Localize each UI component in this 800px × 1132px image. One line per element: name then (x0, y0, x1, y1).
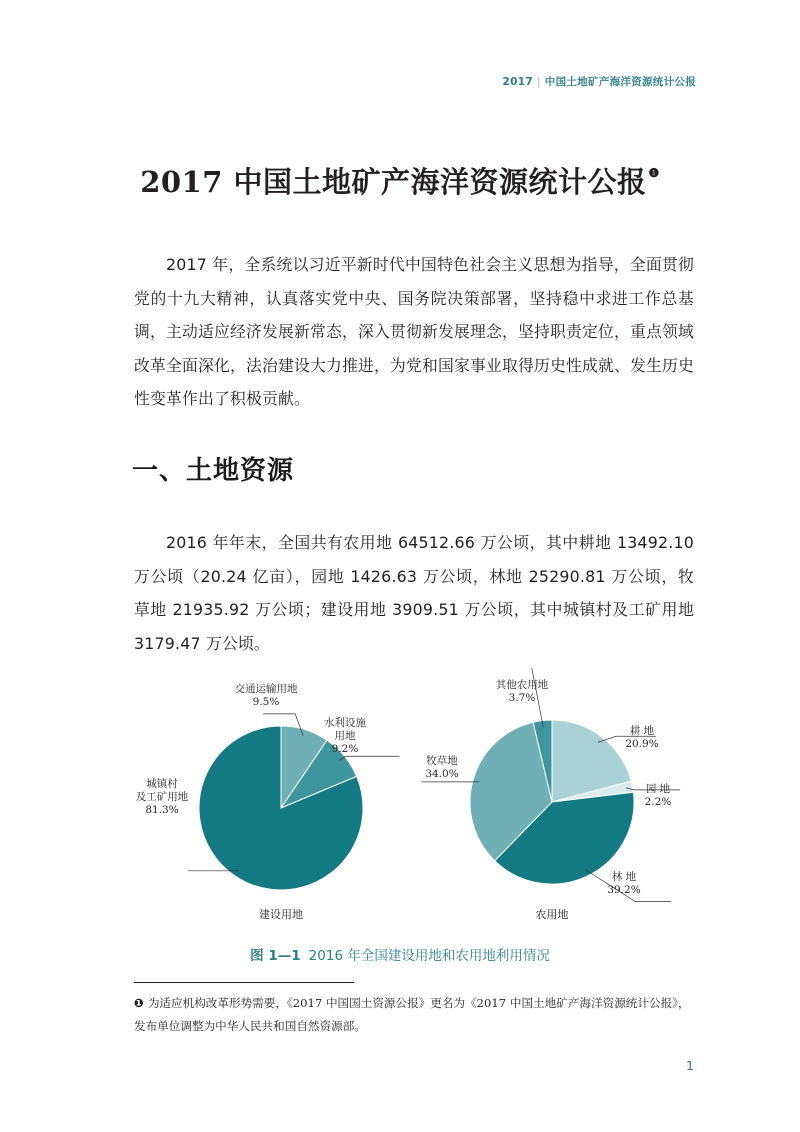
footnote (134, 992, 694, 1038)
pie-subtitle: 建设用地 (259, 908, 303, 921)
slice-label-0 (235, 682, 298, 708)
slice-percent: 39.2% (607, 884, 641, 896)
running-header (503, 74, 696, 89)
intro-paragraph: 2017 年，全系统以习近平新时代中国特色社会主义思想为指导，全面贯彻党的十九大精神，认真落实党中央、国务院决策部署，坚持稳中求进工作总基调，主动适应经济发展新常态，深入贯彻新发展理念，坚持职责定位，重点领域改革全面深化，法治建设大力推进，为党和国家事业取得历史性成就、发生历史性变革作出了积极贡献。 (134, 255, 694, 408)
slice-label-line: 及工矿用地 (135, 791, 189, 803)
slice-label-line: 用地 (334, 730, 356, 742)
slice-percent: 34.0% (425, 768, 459, 780)
construction-land-pie (136, 682, 400, 921)
slice-percent: 2.2% (644, 796, 672, 808)
slice-label-4 (496, 678, 549, 704)
document-title-text: 2017 中国土地矿产海洋资源统计公报 (140, 165, 647, 199)
slice-percent: 9.5% (252, 696, 280, 708)
slice-percent: 20.9% (625, 738, 659, 750)
slice-percent: 3.7% (508, 692, 536, 704)
footnote-marker: ❶ (134, 996, 144, 1010)
slice-label-line: 林 地 (611, 871, 637, 883)
header-year: 2017 (502, 76, 533, 88)
pie-charts (128, 668, 688, 928)
slice-label-2 (607, 870, 640, 896)
slice-label-line: 耕 地 (629, 725, 655, 737)
section-heading-land: 一、土地资源 (132, 456, 295, 486)
footnote-divider (134, 982, 354, 983)
pie-subtitle: 农用地 (535, 908, 569, 921)
slice-label-line: 水利设施 (324, 717, 366, 729)
slice-percent: 81.3% (145, 804, 179, 816)
slice-percent: 9.2% (331, 743, 359, 755)
slice-label-line: 园 地 (645, 783, 671, 795)
leader-line-1 (339, 756, 399, 760)
figure-caption (0, 944, 800, 964)
figure-number: 图 1—1 (250, 948, 301, 964)
figure-caption-text: 2016 年全国建设用地和农用地利用情况 (308, 948, 550, 964)
slice-label-line: 城镇村 (146, 778, 178, 790)
slice-label-2 (136, 777, 189, 816)
slice-label-line: 其他农用地 (495, 679, 549, 691)
header-separator: | (536, 76, 541, 88)
slice-label-0 (625, 724, 658, 750)
slice-label-line: 交通运输用地 (234, 683, 298, 695)
document-title (0, 160, 800, 201)
footnote-text: 为适应机构改革形势需要，《2017 中国国土资源公报》更名为《2017 中国土地矿产海洋资源统计公报》，发布单位调整为中华人民共和国自然资源部。 (134, 996, 690, 1033)
slice-label-1 (645, 782, 672, 808)
header-title: 中国土地矿产海洋资源统计公报 (544, 76, 696, 88)
agricultural-land-pie (421, 668, 680, 921)
slice-label-3 (425, 754, 458, 780)
land-paragraph: 2016 年年末，全国共有农用地 64512.66 万公顷，其中耕地 13492.10 万公顷（20.24 亿亩），园地 1426.63 万公顷，林地 25290.81 万公顷，牧草地 21935.92 万公顷；建设用地 3909.51 万公顷，其中城镇村及工矿用地 3179.47 万公顷。 (134, 533, 694, 653)
page-number: 1 (686, 1058, 694, 1073)
title-footnote-marker[interactable]: ❶ (648, 166, 660, 180)
slice-label-line: 牧草地 (426, 755, 458, 767)
